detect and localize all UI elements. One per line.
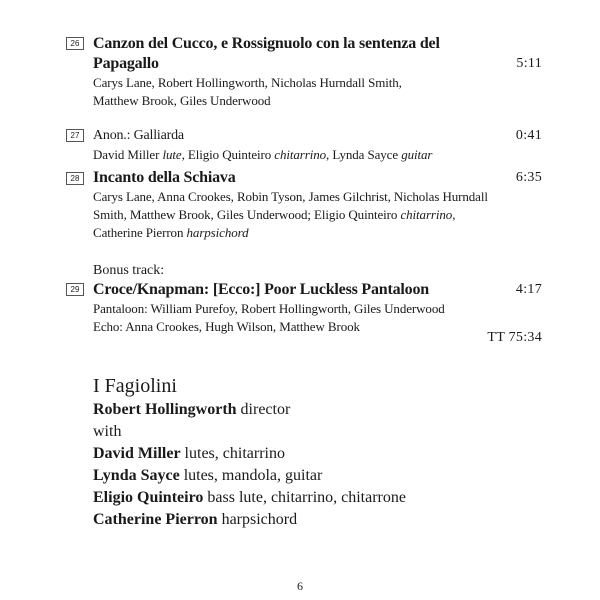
total-time: TT 75:34 bbox=[487, 330, 542, 345]
track-performers bbox=[93, 188, 542, 242]
separator: , bbox=[452, 207, 456, 222]
track-body bbox=[93, 126, 542, 164]
director-role: director bbox=[240, 401, 291, 418]
separator: , bbox=[326, 147, 333, 162]
performer-instrument: lute bbox=[162, 147, 182, 162]
track-body bbox=[93, 262, 542, 336]
performer-instrument: chitarrino bbox=[400, 207, 453, 222]
track-body bbox=[93, 168, 542, 242]
track-duration: 0:41 bbox=[515, 128, 542, 143]
performer-name: Lynda Sayce bbox=[332, 147, 399, 162]
track-title bbox=[93, 34, 542, 74]
track-title bbox=[93, 280, 542, 300]
member-name: Catherine Pierron bbox=[93, 511, 218, 528]
performer-name: David Miller bbox=[93, 147, 160, 162]
performers-line-2: Echo: Anna Crookes, Hugh Wilson, Matthew Brook bbox=[93, 319, 360, 334]
track-number-badge: 28 bbox=[66, 172, 84, 185]
member-instruments: lutes, mandola, guitar bbox=[183, 467, 323, 484]
track-title-line-1: Croce/Knapman: [Ecco:] Poor Luckless Pantaloon bbox=[93, 281, 429, 298]
director-name: Robert Hollingworth bbox=[93, 401, 237, 418]
track-title bbox=[93, 126, 542, 146]
track-title-line-1: Anon.: Galliarda bbox=[93, 128, 184, 143]
performer-instrument: chitarrino bbox=[274, 147, 327, 162]
member-line bbox=[93, 465, 513, 487]
member-name: Lynda Sayce bbox=[93, 467, 180, 484]
performers-line-2: Matthew Brook, Giles Underwood bbox=[93, 93, 271, 108]
member-instruments: bass lute, chitarrino, chitarrone bbox=[207, 489, 406, 506]
performer-name: Eligio Quinteiro bbox=[187, 147, 272, 162]
performers-text: Catherine Pierron bbox=[93, 225, 184, 240]
track-duration: 4:17 bbox=[515, 282, 542, 297]
track-number-badge: 26 bbox=[66, 37, 84, 50]
performer-instrument: harpsichord bbox=[186, 225, 249, 240]
performers-text: Smith, Matthew Brook, Giles Underwood; Eligio Quinteiro bbox=[93, 207, 398, 222]
ensemble-credits bbox=[93, 373, 513, 531]
track-title bbox=[93, 168, 542, 188]
member-name: David Miller bbox=[93, 445, 181, 462]
member-name: Eligio Quinteiro bbox=[93, 489, 204, 506]
separator: , bbox=[181, 147, 188, 162]
track-title-line-2: Papagallo bbox=[93, 55, 159, 72]
member-instruments: lutes, chitarrino bbox=[184, 445, 285, 462]
track-performers bbox=[93, 146, 542, 164]
performers-line-2 bbox=[93, 206, 542, 224]
member-instruments: harpsichord bbox=[221, 511, 298, 528]
member-line bbox=[93, 487, 513, 509]
member-line bbox=[93, 509, 513, 531]
track-title-line-1: Canzon del Cucco, e Rossignuolo con la sentenza del bbox=[93, 35, 440, 52]
ensemble-name: I Fagiolini bbox=[93, 375, 177, 397]
track-duration: 6:35 bbox=[515, 170, 542, 185]
track-body bbox=[93, 34, 542, 110]
track-performers bbox=[93, 74, 542, 110]
performers-line-3 bbox=[93, 224, 542, 242]
performers-line-1: Carys Lane, Robert Hollingworth, Nicholas Hurndall Smith, bbox=[93, 75, 402, 90]
track-title-line-1: Incanto della Schiava bbox=[93, 169, 236, 186]
page-number: 6 bbox=[297, 579, 303, 593]
track-number-badge: 29 bbox=[66, 283, 84, 296]
member-line bbox=[93, 443, 513, 465]
with-label: with bbox=[93, 423, 122, 440]
performers-line-1: Carys Lane, Anna Crookes, Robin Tyson, James Gilchrist, Nicholas Hurndall bbox=[93, 189, 488, 204]
track-duration: 5:11 bbox=[516, 56, 542, 71]
performer-instrument: guitar bbox=[401, 147, 433, 162]
director-line bbox=[93, 399, 513, 421]
track-number-badge: 27 bbox=[66, 129, 84, 142]
track-performers bbox=[93, 300, 542, 336]
performers-line-1: Pantaloon: William Purefoy, Robert Hollingworth, Giles Underwood bbox=[93, 301, 445, 316]
bonus-track-label: Bonus track: bbox=[93, 263, 165, 278]
